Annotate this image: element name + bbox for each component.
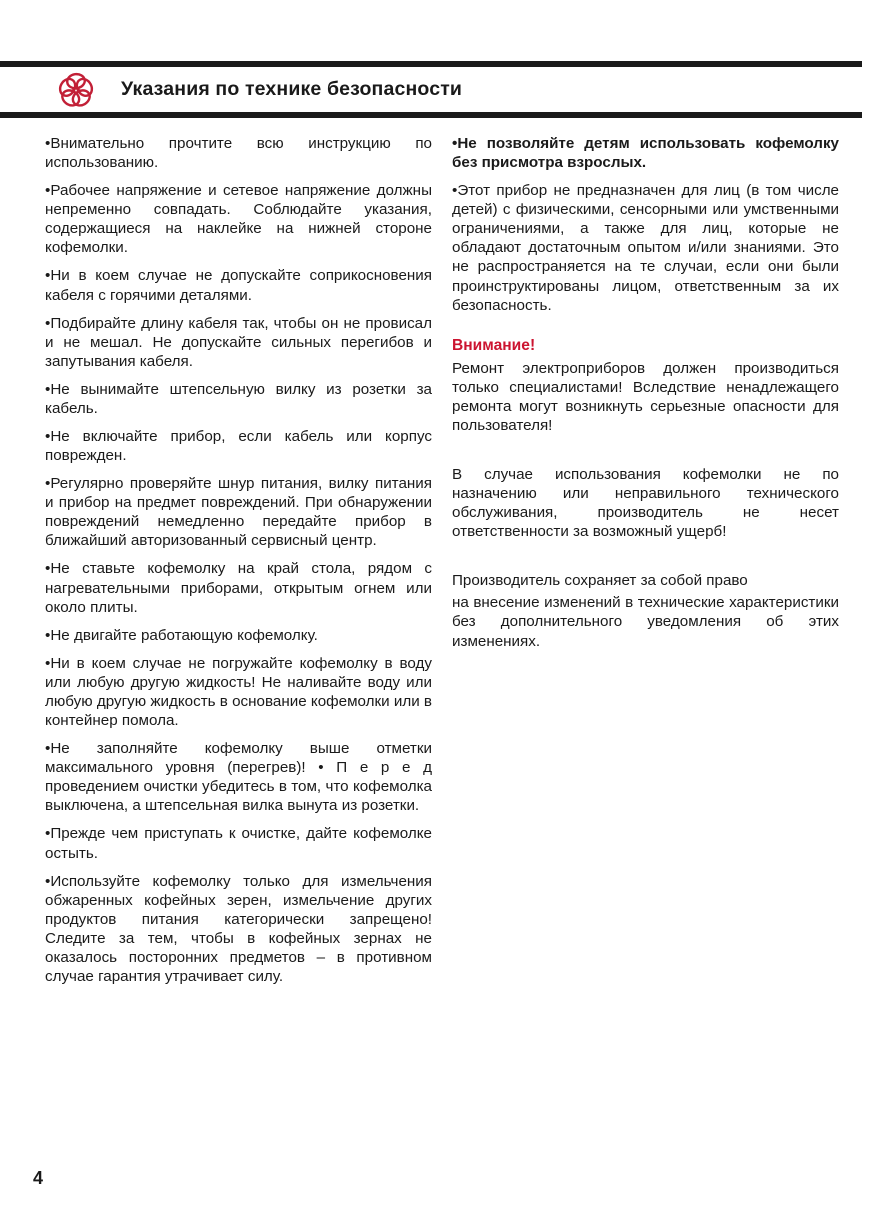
- safety-item: •Не включайте прибор, если кабель или корпус поврежден.: [45, 428, 432, 465]
- safety-item: •Внимательно прочтите всю инструкцию по использованию.: [45, 135, 432, 172]
- safety-item: •Не двигайте работающую кофемолку.: [45, 626, 318, 644]
- safety-item: •Не ставьте кофемолку на край стола, рядом с нагревательными приборами, открытым огнем или около плиты.: [45, 560, 432, 616]
- page-title: Указания по технике безопасности: [121, 78, 463, 100]
- safety-item: •Этот прибор не предназначен для лиц (в том числе детей) с физическими, сенсорными или умственными ограничениями, а также для лиц, которые не обладают достаточным опытом и/или знаниями. Это не распространяется на те случаи, если они были проинструктированы лицом, ответственным за их безопасность.: [452, 182, 839, 314]
- header-rule-bottom: [0, 112, 862, 118]
- safety-item: •Прежде чем приступать к очистке, дайте кофемолке остыть.: [45, 825, 432, 862]
- safety-item: •Регулярно проверяйте шнур питания, вилку питания и прибор на предмет повреждений. При обнаружении повреждений немедленно передайте прибор в ближайший авторизованный сервисный центр.: [45, 475, 432, 550]
- rosette-rings-logo-icon: [54, 68, 98, 112]
- safety-item: •Ни в коем случае не допускайте соприкосновения кабеля с горячими деталями.: [45, 267, 432, 304]
- left-column: [45, 134, 432, 995]
- page-number: 4: [33, 1168, 44, 1188]
- rights-reserved-line-2: на внесение изменений в технические характеристики без дополнительного уведомления об этих изменениях.: [452, 594, 839, 650]
- safety-item: •Ни в коем случае не погружайте кофемолку в воду или любую другую жидкость! Не наливайте воду или любую другую жидкость в основание кофемолки или в контейнер помола.: [45, 654, 432, 730]
- safety-item: •Не заполняйте кофемолку выше отметки максимального уровня (перегрев)! • П е р е д проведением очистки убедитесь в том, что кофемолка выключена, а штепсельная вилка вынута из розетки.: [45, 740, 432, 815]
- warning-body: Ремонт электроприборов должен производиться только специалистами! Вследствие ненадлежащего ремонта могут возникнуть серьезные опасности для пользователя!: [452, 359, 839, 434]
- two-column-body: [45, 134, 840, 995]
- safety-item-bold: •Не позволяйте детям использовать кофемолку без присмотра взрослых.: [452, 135, 839, 172]
- warning-heading: Внимание!: [452, 336, 536, 354]
- liability-disclaimer: В случае использования кофемолки не по назначению или неправильного технического обслуживания, производитель не несет ответственности за возможный ущерб!: [452, 466, 839, 541]
- section-header: [0, 67, 862, 112]
- rights-reserved-line-1: Производитель сохраняет за собой право: [452, 572, 748, 590]
- right-column: [452, 134, 839, 660]
- safety-item: •Рабочее напряжение и сетевое напряжение должны непременно совпадать. Соблюдайте указания, содержащиеся на наклейке на нижней стороне кофемолки.: [45, 182, 432, 257]
- safety-item: •Используйте кофемолку только для измельчения обжаренных кофейных зерен, измельчение других продуктов питания категорически запрещено! Следите за тем, чтобы в кофейных зернах не оказалось посторонних предметов – в противном случае гарантия утрачивает силу.: [45, 872, 432, 985]
- safety-item: •Не вынимайте штепсельную вилку из розетки за кабель.: [45, 380, 432, 417]
- safety-item: •Подбирайте длину кабеля так, чтобы он не провисал и не мешал. Не допускайте сильных перегибов и запутывания кабеля.: [45, 314, 432, 370]
